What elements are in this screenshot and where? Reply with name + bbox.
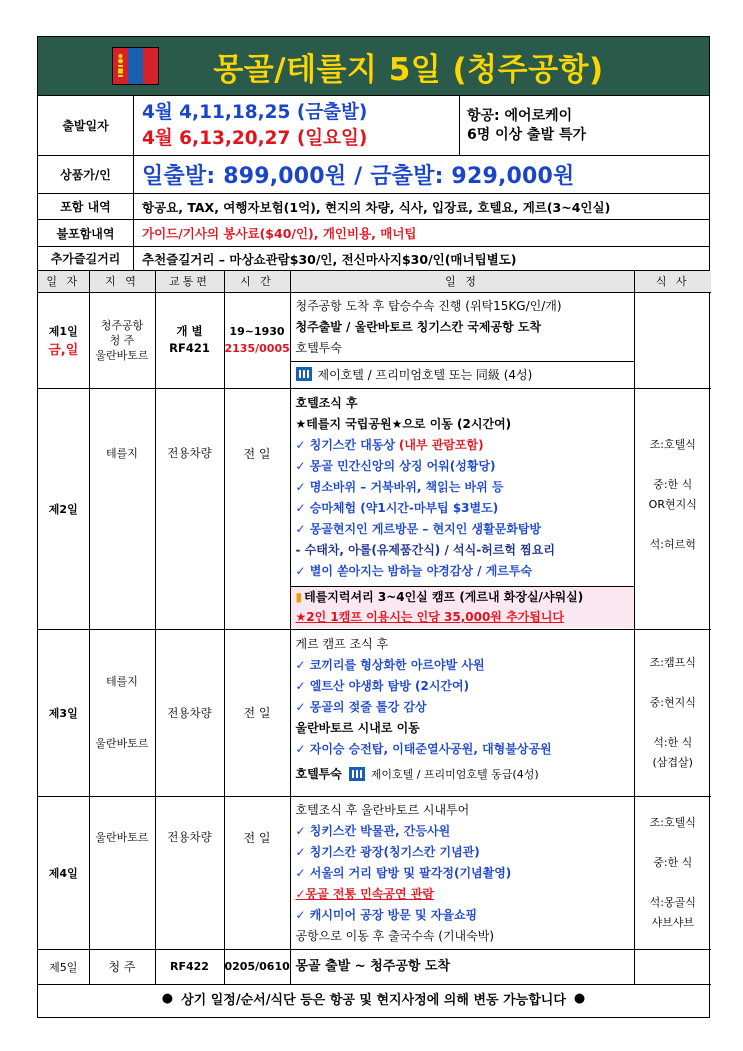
include-label: 포함 내역 xyxy=(38,194,134,219)
table-row xyxy=(38,388,711,629)
departure-friday: 4월 4,11,18,25 (금출발) xyxy=(142,101,368,123)
day-meals: 조:캠프식 중:현지식 석:한 식 (삼겹살) xyxy=(634,629,711,796)
table-row xyxy=(38,292,711,388)
table-row xyxy=(38,949,711,984)
header-region: 지 역 xyxy=(89,271,155,292)
price-row xyxy=(38,156,709,194)
day-region: 테를지 울란바토르 xyxy=(89,629,155,796)
departure-sunday: 4월 6,13,20,27 (일요일) xyxy=(142,127,368,149)
day-transport: RF422 xyxy=(155,949,224,984)
airline-info xyxy=(460,96,586,155)
day-plan: 호텔조식 후 울란바토르 시내투어 ✓ 칭키스칸 박물관, 간등사원 ✓ 칭기스칸 광장(칭기스칸 기념관) ✓ 서울의 거리 탐방 및 팔각정(기념촬영) ✓몽골 전통 민속공연 관람 ✓ 캐시미어 공장 방문 및 자율쇼핑 공항으로 이동 후 출국수속 (기내숙박) xyxy=(290,796,634,949)
day-transport: 전용차량 xyxy=(155,629,224,796)
title-banner xyxy=(38,37,709,96)
header-date: 일 자 xyxy=(38,271,89,292)
price-value: 일출발: 899,000원 / 금출발: 929,000원 xyxy=(142,164,575,189)
camp-info: ▮ 테를지럭셔리 3~4인실 캠프 (게르내 화장실/샤워실) ★2인 1캠프 이용시는 인당 35,000원 추가됩니다 xyxy=(291,586,634,628)
airline: 항공: 에어로케이 xyxy=(467,107,573,124)
day-transport: 개 별 RF421 xyxy=(155,292,224,388)
itinerary-sheet xyxy=(37,36,710,1018)
footer-note: ● 상기 일정/순서/식단 등은 항공 및 현지사정에 의해 변동 가능합니다 ● xyxy=(161,990,586,1008)
day-label: 제2일 xyxy=(38,388,89,629)
day-transport: 전용차량 xyxy=(155,388,224,629)
hotel-icon xyxy=(349,767,365,781)
day-meals: 조:호텔식 중:한 식 OR현지식 석:허르헉 xyxy=(634,388,711,629)
day-plan: 호텔조식 후 ★테를지 국립공원★으로 이동 (2시간여) ✓ 칭기스칸 대동상 (내부 관람포함) ✓ 몽골 민간신앙의 상징 어워(성황당) ✓ 명소바위 – 거북바위, 책읽는 바위 등 ✓ 승마체험 (약1시간-마부팁 $3별도) ✓ 몽골현지인 게르방문 – 현지인 생활문화탐방 - 수태차, 아롤(유제품간식) / 석식-허르헉 찜요리 ✓ 별이 쏟아지는 밤하늘 야경감상 / 게르투숙 ▮ 테를지럭셔리 3~4인실 캠프 (게르내 화장실/샤워실) ★2인 1캠프 이용시는 인당 35,000원 추가됩니다 xyxy=(290,388,634,629)
day-region: 청주공항 청 주 울란바토르 xyxy=(89,292,155,388)
day-time: 전 일 xyxy=(224,629,290,796)
bullet-icon: ● xyxy=(573,990,586,1006)
day-label: 제5일 xyxy=(38,949,89,984)
departure-dates xyxy=(134,96,460,155)
special-offer: 6명 이상 출발 특가 xyxy=(467,126,587,143)
hotel-info: 제이호텔 / 프리미엄호텔 또는 同級 (4성) xyxy=(291,361,634,387)
day-region: 울란바토르 xyxy=(89,796,155,949)
exclude-value: 가이드/기사의 봉사료($40/인), 개인비용, 매너팁 xyxy=(142,226,417,241)
day-region: 테를지 xyxy=(89,388,155,629)
day-plan: 게르 캠프 조식 후 ✓ 코끼리를 형상화한 아르야발 사원 ✓ 엘트산 야생화 탐방 (2시간여) ✓ 몽골의 젖줄 톨강 감상 울란바토르 시내로 이동 ✓ 자이승 승전탑, 이태준열사공원, 대형불상공원 호텔투숙 제이호텔 / 프리미엄호텔 동급(4성) xyxy=(290,629,634,796)
header-time: 시 간 xyxy=(224,271,290,292)
day-label: 제4일 xyxy=(38,796,89,949)
hotel-icon xyxy=(296,367,312,381)
schedule-table xyxy=(38,271,711,985)
day-label: 제1일 금,일 xyxy=(38,292,89,388)
exclude-label: 불포함내역 xyxy=(38,220,134,246)
include-row xyxy=(38,194,709,220)
bullet-icon: ● xyxy=(161,990,174,1006)
option-label: 추가즐길거리 xyxy=(38,247,134,270)
option-row xyxy=(38,247,709,271)
header-schedule: 일 정 xyxy=(290,271,634,292)
day-region: 청 주 xyxy=(89,949,155,984)
day-plan: 몽골 출발 ~ 청주공항 도착 xyxy=(290,949,634,984)
day-transport: 전용차량 xyxy=(155,796,224,949)
day-plan: 청주공항 도착 후 탑승수속 진행 (위탁15KG/인/개) 청주출발 / 울란바토르 칭기스칸 국제공항 도착 호텔투숙 제이호텔 / 프리미엄호텔 또는 同級 (4성) xyxy=(290,292,634,388)
day-time: 19~1930 2135/0005 xyxy=(224,292,290,388)
day-meals: 조:호텔식 중:한 식 석:몽골식 샤브샤브 xyxy=(634,796,711,949)
day-meals xyxy=(634,292,711,388)
price-label: 상품가/인 xyxy=(38,156,134,193)
departure-row xyxy=(38,96,709,156)
option-value: 추천즐길거리 – 마상쇼관람$30/인, 전신마사지$30/인(매너팁별도) xyxy=(142,251,517,267)
day-time: 전 일 xyxy=(224,388,290,629)
table-row xyxy=(38,796,711,949)
header-transport: 교통편 xyxy=(155,271,224,292)
header-meals: 식 사 xyxy=(634,271,711,292)
page-title: 몽골/테를지 5일 (청주공항) xyxy=(213,51,604,88)
table-header-row xyxy=(38,271,711,292)
day-label: 제3일 xyxy=(38,629,89,796)
day-time: 전 일 xyxy=(224,796,290,949)
exclude-row xyxy=(38,220,709,247)
mongolia-flag-icon xyxy=(112,47,159,85)
departure-label: 출발일자 xyxy=(38,96,134,155)
torch-icon: ▮ xyxy=(295,589,303,604)
day-time: 0205/0610 xyxy=(224,949,290,984)
table-row xyxy=(38,629,711,796)
include-value: 항공요, TAX, 여행자보험(1억), 현지의 차량, 식사, 입장료, 호텔요, 게르(3~4인실) xyxy=(142,199,611,215)
day-meals xyxy=(634,949,711,984)
